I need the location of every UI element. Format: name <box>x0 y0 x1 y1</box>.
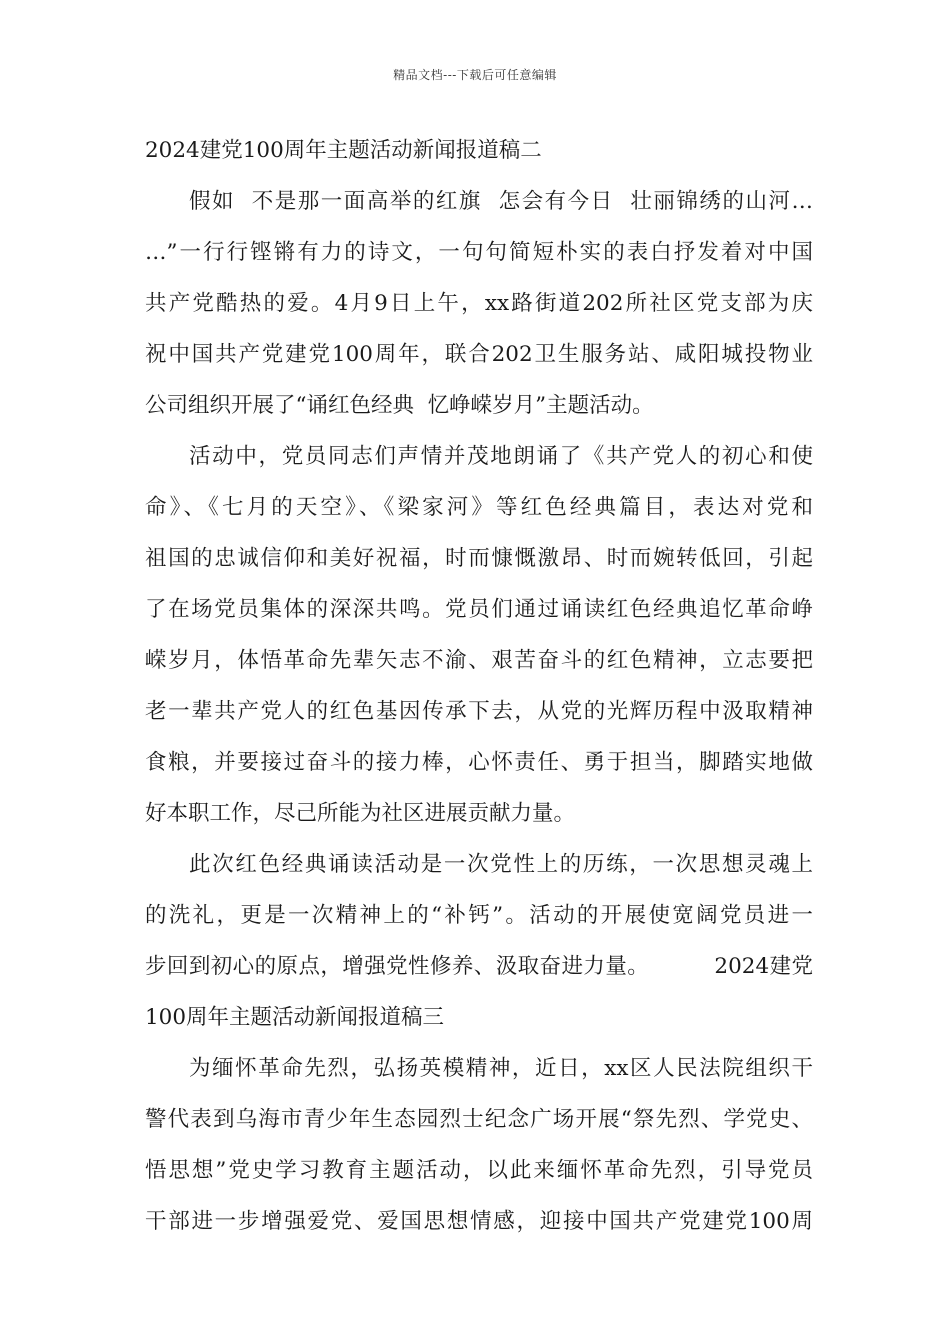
paragraph-line: 好本职工作，尽己所能为社区进展贡献力量。 <box>145 801 576 826</box>
paragraph-line: 步回到初心的原点，增强党性修养、汲取奋进力量。 2024建党 <box>145 954 813 979</box>
section-title: 100周年主题活动新闻报道稿三 <box>145 1005 445 1030</box>
paragraph-line: 命》、《七月的天空》、《梁家河》等红色经典篇目，表达对党和 <box>145 495 813 520</box>
document-body <box>145 125 813 1247</box>
paragraph-line: …”一行行铿锵有力的诗文，一句句简短朴实的表白抒发着对中国 <box>145 240 813 265</box>
paragraph-line: 假如 不是那一面高举的红旗 怎会有今日 壮丽锦绣的山河… <box>189 189 813 214</box>
paragraph-line: 公司组织开展了“诵红色经典 忆峥嵘岁月”主题活动。 <box>145 393 654 418</box>
paragraph-line: 祝中国共产党建党100周年，联合202卫生服务站、咸阳城投物业 <box>145 342 813 367</box>
page-header: 精品文档---下载后可任意编辑 <box>393 68 557 82</box>
paragraph-line: 活动中，党员同志们声情并茂地朗诵了《共产党人的初心和使 <box>189 444 813 469</box>
paragraph-line: 祖国的忠诚信仰和美好祝福，时而慷慨激昂、时而婉转低回，引起 <box>145 546 813 571</box>
paragraph-line: 食粮，并要接过奋斗的接力棒，心怀责任、勇于担当，脚踏实地做 <box>145 750 813 775</box>
paragraph-line: 干部进一步增强爱党、爱国思想情感，迎接中国共产党建党100周 <box>145 1209 813 1234</box>
paragraph-line: 共产党酷热的爱。4月9日上午，xx路街道202所社区党支部为庆 <box>145 291 813 316</box>
paragraph-line: 此次红色经典诵读活动是一次党性上的历练，一次思想灵魂上 <box>189 852 813 877</box>
paragraph-line: 了在场党员集体的深深共鸣。党员们通过诵读红色经典追忆革命峥 <box>145 597 813 622</box>
section-title: 2024建党100周年主题活动新闻报道稿二 <box>145 138 542 163</box>
paragraph-line: 嵘岁月，体悟革命先辈矢志不渝、艰苦奋斗的红色精神，立志要把 <box>145 648 813 673</box>
paragraph-line: 悟思想”党史学习教育主题活动，以此来缅怀革命先烈，引导党员 <box>145 1158 813 1183</box>
paragraph-line: 为缅怀革命先烈，弘扬英模精神，近日，xx区人民法院组织干 <box>189 1056 813 1081</box>
paragraph-line: 老一辈共产党人的红色基因传承下去，从党的光辉历程中汲取精神 <box>145 699 813 724</box>
paragraph-line: 警代表到乌海市青少年生态园烈士纪念广场开展“祭先烈、学党史、 <box>145 1107 813 1132</box>
paragraph-line: 的洗礼，更是一次精神上的“补钙”。活动的开展使宽阔党员进一 <box>145 903 813 928</box>
